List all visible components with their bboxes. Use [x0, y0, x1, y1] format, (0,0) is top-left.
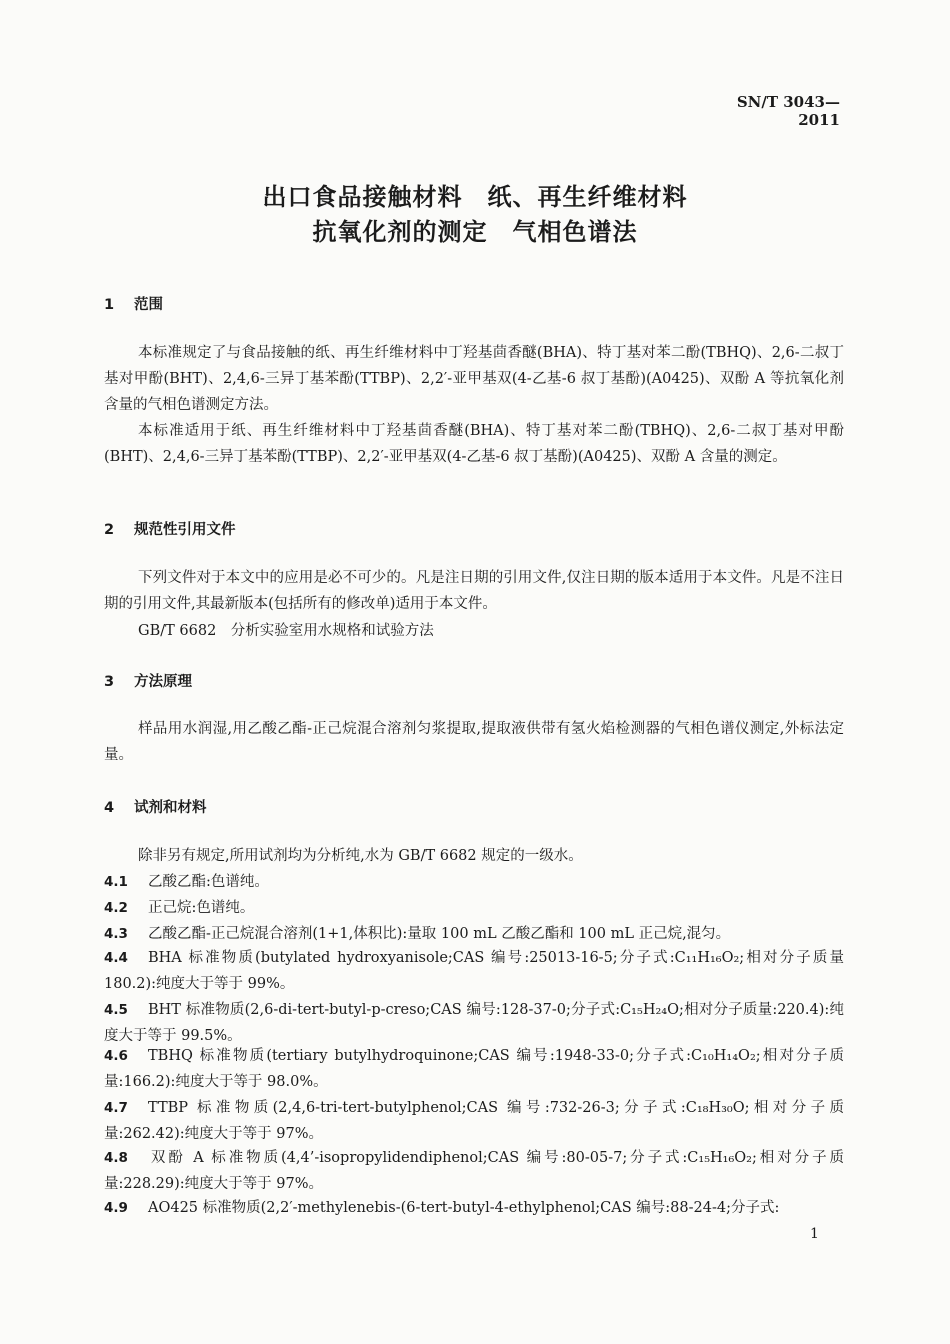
- item-text: 双酚 A 标准物质(4,4’-isopropylidendiphenol;CAS 编号:80-05-7;分子式:C₁₅H₁₆O₂;相对分子质量:228.29):纯度大于等于 97%。: [104, 1150, 844, 1192]
- section-title: 范围: [134, 297, 163, 313]
- section-number: 1: [104, 297, 115, 313]
- item-number: 4.6: [104, 1048, 128, 1064]
- item-number: 4.5: [104, 1002, 128, 1018]
- reagents-intro: 除非另有规定,所用试剂均为分析纯,水为 GB/T 6682 规定的一级水。: [138, 848, 583, 864]
- section-number: 4: [104, 800, 115, 816]
- section-number: 3: [104, 674, 115, 690]
- section-title: 规范性引用文件: [134, 522, 236, 538]
- item-number: 4.9: [104, 1200, 128, 1216]
- item-text: TBHQ 标准物质(tertiary butylhydroquinone;CAS 编号:1948-33-0;分子式:C₁₀H₁₄O₂;相对分子质量:166.2):纯度大于等于 98.0%。: [104, 1048, 844, 1090]
- principle-paragraph: 样品用水润湿,用乙酸乙酯-正己烷混合溶剂匀浆提取,提取液供带有氢火焰检测器的气相色谱仪测定,外标法定量。: [104, 721, 844, 763]
- item-text: BHA 标准物质(butylated hydroxyanisole;CAS 编号:25013-16-5;分子式:C₁₁H₁₆O₂;相对分子质量 180.2):纯度大于等于 99%。: [104, 950, 844, 992]
- item-number: 4.3: [104, 926, 128, 942]
- item-text: AO425 标准物质(2,2′-methylenebis-(6-tert-butyl-4-ethylphenol;CAS 编号:88-24-4;分子式:: [148, 1200, 780, 1216]
- scope-paragraph-2: 本标准适用于纸、再生纤维材料中丁羟基茴香醚(BHA)、特丁基对苯二酚(TBHQ)、2,6-二叔丁基对甲酚(BHT)、2,4,6-三异丁基苯酚(TTBP)、2,2′-亚甲基双(4-乙基-6 叔丁基酚)(A0425)、双酚 A 含量的测定。: [104, 423, 844, 465]
- reagent-item: [104, 1145, 844, 1197]
- item-text: TTBP 标准物质(2,4,6-tri-tert-butylphenol;CAS 编号:732-26-3;分子式:C₁₈H₃₀O;相对分子质量:262.42):纯度大于等于 97%。: [104, 1100, 844, 1142]
- item-number: 4.2: [104, 900, 128, 916]
- item-text: 正己烷:色谱纯。: [148, 900, 255, 916]
- section-title: 试剂和材料: [134, 800, 207, 816]
- reagent-item: [104, 1195, 844, 1221]
- document-title-line1: 出口食品接触材料 纸、再生纤维材料: [262, 183, 688, 211]
- reagent-item: [104, 895, 844, 921]
- document-title-line2: 抗氧化剂的测定 气相色谱法: [312, 218, 638, 246]
- reagent-item: [104, 1043, 844, 1095]
- reagent-item: [104, 945, 844, 997]
- section-heading-principle: [104, 670, 192, 691]
- standard-code: SN/T 3043—2011: [736, 93, 840, 129]
- section-heading-normative-references: [104, 518, 236, 539]
- reagent-item: [104, 997, 844, 1049]
- item-text: BHT 标准物质(2,6-di-tert-butyl-p-creso;CAS 编号:128-37-0;分子式:C₁₅H₂₄O;相对分子质量:220.4):纯度大于等于 99.5%。: [104, 1002, 844, 1044]
- item-number: 4.4: [104, 950, 128, 966]
- item-number: 4.7: [104, 1100, 128, 1116]
- section-heading-reagents: [104, 796, 207, 817]
- item-number: 4.1: [104, 874, 128, 890]
- section-number: 2: [104, 522, 115, 538]
- section-title: 方法原理: [134, 674, 192, 690]
- item-text: 乙酸乙酯-正己烷混合溶剂(1+1,体积比):量取 100 mL 乙酸乙酯和 100 mL 正己烷,混匀。: [148, 926, 731, 942]
- reference-gbt-6682: GB/T 6682 分析实验室用水规格和试验方法: [138, 623, 434, 639]
- references-paragraph: 下列文件对于本文中的应用是必不可少的。凡是注日期的引用文件,仅注日期的版本适用于本文件。凡是不注日期的引用文件,其最新版本(包括所有的修改单)适用于本文件。: [104, 570, 844, 612]
- reagent-item: [104, 1095, 844, 1147]
- scope-paragraph-1: 本标准规定了与食品接触的纸、再生纤维材料中丁羟基茴香醚(BHA)、特丁基对苯二酚(TBHQ)、2,6-二叔丁基对甲酚(BHT)、2,4,6-三异丁基苯酚(TTBP)、2,2′-亚甲基双(4-乙基-6 叔丁基酚)(A0425)、双酚 A 等抗氧化剂含量的气相色谱测定方法。: [104, 345, 844, 413]
- reagent-item: [104, 921, 844, 947]
- section-heading-scope: [104, 293, 163, 314]
- item-text: 乙酸乙酯:色谱纯。: [148, 874, 269, 890]
- item-number: 4.8: [104, 1150, 128, 1166]
- reagent-item: [104, 869, 844, 895]
- page-number: 1: [810, 1226, 819, 1242]
